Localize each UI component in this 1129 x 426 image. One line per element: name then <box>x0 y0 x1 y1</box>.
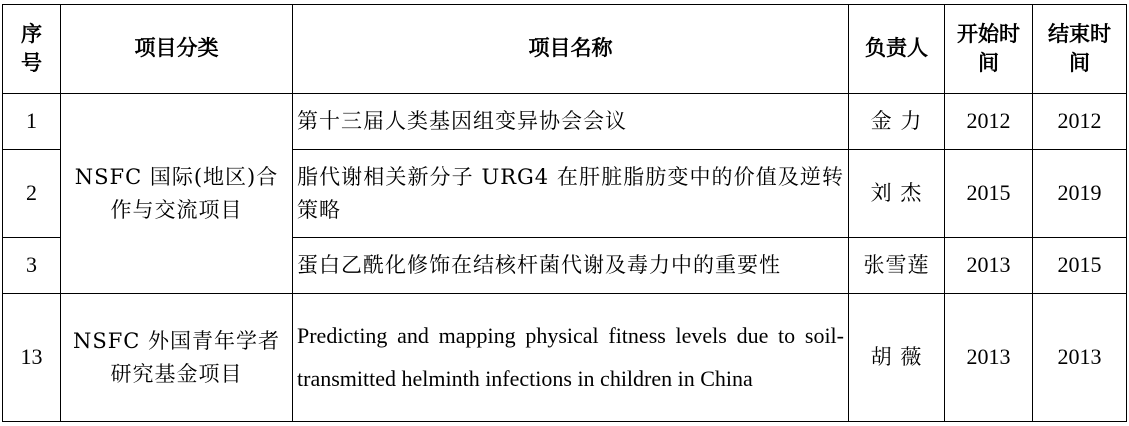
row-no: 2 <box>3 150 61 238</box>
end-cell: 2019 <box>1033 150 1127 238</box>
category-cell: NSFC 外国青年学者 研究基金项目 <box>61 294 293 422</box>
project-name: 蛋白乙酰化修饰在结核杆菌代谢及毒力中的重要性 <box>293 238 849 294</box>
header-no: 序 号 <box>3 5 61 94</box>
row-no: 1 <box>3 94 61 150</box>
person-cell: 刘 杰 <box>849 150 945 238</box>
header-category: 项目分类 <box>61 5 293 94</box>
table-row <box>3 294 1127 422</box>
start-cell: 2013 <box>945 238 1033 294</box>
header-person: 负责人 <box>849 5 945 94</box>
project-name: 第十三届人类基因组变异协会会议 <box>293 94 849 150</box>
end-cell: 2013 <box>1033 294 1127 422</box>
start-cell: 2013 <box>945 294 1033 422</box>
start-cell: 2015 <box>945 150 1033 238</box>
project-table <box>2 4 1127 422</box>
header-end: 结束时 间 <box>1033 5 1127 94</box>
table-row <box>3 94 1127 150</box>
start-cell: 2012 <box>945 94 1033 150</box>
category-cell: NSFC 国际(地区)合 作与交流项目 <box>61 94 293 294</box>
person-cell: 张雪莲 <box>849 238 945 294</box>
end-cell: 2015 <box>1033 238 1127 294</box>
project-name: Predicting and mapping physical fitness levels due to soil-transmitted helminth infections in children in China <box>293 294 849 422</box>
header-start: 开始时 间 <box>945 5 1033 94</box>
person-cell: 胡 薇 <box>849 294 945 422</box>
row-no: 13 <box>3 294 61 422</box>
header-name: 项目名称 <box>293 5 849 94</box>
row-no: 3 <box>3 238 61 294</box>
end-cell: 2012 <box>1033 94 1127 150</box>
project-name: 脂代谢相关新分子 URG4 在肝脏脂肪变中的价值及逆转策略 <box>293 150 849 238</box>
person-cell: 金 力 <box>849 94 945 150</box>
header-row <box>3 5 1127 94</box>
